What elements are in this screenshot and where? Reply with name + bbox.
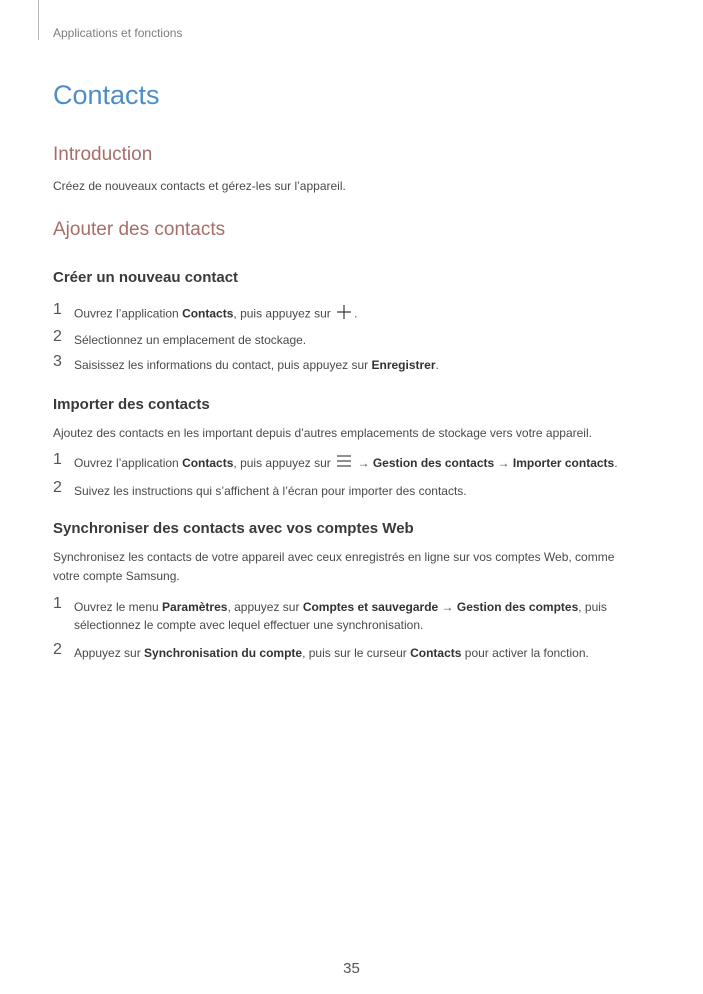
manage-accounts-label: Gestion des comptes xyxy=(456,600,579,614)
page-title: Contacts xyxy=(53,80,160,110)
save-label: Enregistrer xyxy=(371,358,436,372)
step-number: 2 xyxy=(53,641,62,658)
step-number: 2 xyxy=(53,479,62,496)
sync-step-2 xyxy=(53,641,643,662)
import-contacts-heading: Importer des contacts xyxy=(53,396,210,413)
import-contacts-text: Ajoutez des contacts en les important depuis d’autres emplacements de stockage vers votre appareil. xyxy=(53,426,592,440)
running-header: Applications et fonctions xyxy=(53,26,183,40)
sync-contacts-text: Synchronisez les contacts de votre appareil avec ceux enregistrés en ligne sur vos comptes Web, comme votre compte Samsung. xyxy=(53,550,615,583)
import-step-1 xyxy=(53,451,643,473)
accounts-backup-label: Comptes et sauvegarde xyxy=(302,600,439,614)
settings-label: Paramètres xyxy=(162,600,228,614)
step-text: Sélectionnez un emplacement de stockage. xyxy=(74,333,307,347)
step-number: 1 xyxy=(53,301,62,318)
sync-contacts-heading: Synchroniser des contacts avec vos comptes Web xyxy=(53,520,414,537)
step-text: Ouvrez l’application Contacts, puis appuyez sur → Gestion des contacts → Importer contacts. xyxy=(74,454,643,473)
introduction-heading: Introduction xyxy=(53,144,153,165)
step-number: 3 xyxy=(53,353,62,370)
sync-account-label: Synchronisation du compte xyxy=(144,646,303,660)
step-text: Ouvrez le menu Paramètres, appuyez sur Comptes et sauvegarde → Gestion des comptes, puis sélectionnez le compte avec lequel effectuer une synchronisation. xyxy=(74,600,607,632)
step-number: 1 xyxy=(53,595,62,612)
introduction-text: Créez de nouveaux contacts et gérez-les sur l’appareil. xyxy=(53,179,346,193)
import-contacts-label: Importer contacts xyxy=(512,456,615,470)
step-text: Suivez les instructions qui s’affichent à l’écran pour importer des contacts. xyxy=(74,484,467,498)
create-step-1 xyxy=(53,301,643,325)
step-text: Saisissez les informations du contact, puis appuyez sur Enregistrer. xyxy=(74,358,439,372)
app-name-contacts: Contacts xyxy=(182,306,234,321)
plus-icon xyxy=(336,304,352,325)
create-contact-heading: Créer un nouveau contact xyxy=(53,269,239,286)
page-number: 35 xyxy=(343,960,360,977)
create-step-2 xyxy=(53,328,643,349)
step-number: 2 xyxy=(53,328,62,345)
app-name-contacts: Contacts xyxy=(182,456,234,470)
step-text: Appuyez sur Synchronisation du compte, puis sur le curseur Contacts pour activer la fonction. xyxy=(74,646,589,660)
contacts-switch-label: Contacts xyxy=(410,646,462,660)
sync-step-1 xyxy=(53,595,643,634)
header-rule xyxy=(38,0,39,40)
step-number: 1 xyxy=(53,451,62,468)
manage-contacts-label: Gestion des contacts xyxy=(372,456,495,470)
step-text: Ouvrez l’application Contacts, puis appuyez sur . xyxy=(74,304,643,325)
create-step-3 xyxy=(53,353,643,374)
add-contacts-heading: Ajouter des contacts xyxy=(53,219,226,240)
menu-icon xyxy=(336,454,352,473)
import-step-2 xyxy=(53,479,643,500)
